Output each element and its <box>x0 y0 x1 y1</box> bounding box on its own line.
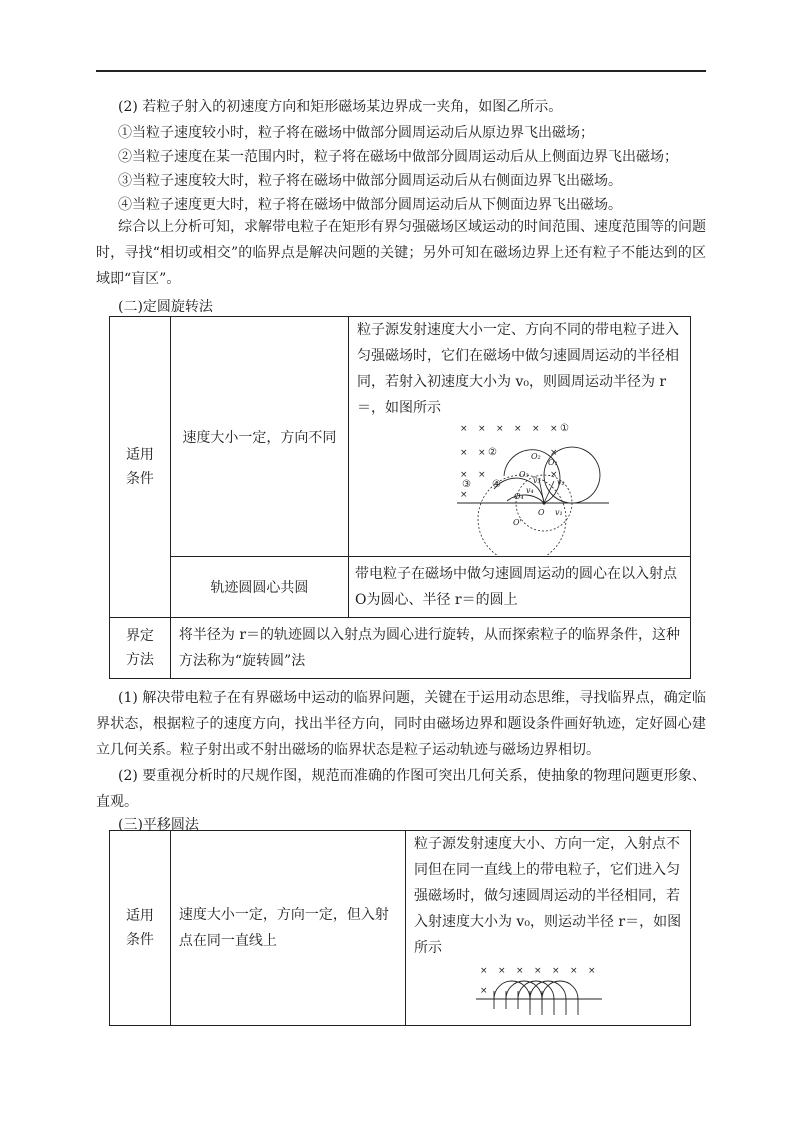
applicable-label-3: 适用条件 <box>110 831 171 1026</box>
svg-text:×: × <box>533 966 542 976</box>
svg-text:×: × <box>478 448 486 458</box>
locus-desc: 带电粒子在磁场中做匀速圆周运动的圆心在以入射点O为圆心、半径 r＝的圆上 <box>349 557 691 618</box>
svg-text:×: × <box>550 424 558 434</box>
svg-text:×: × <box>551 966 560 976</box>
case-1: ①当粒子速度较小时，粒子将在磁场中做部分圆周运动后从原边界飞出磁场； <box>118 125 594 141</box>
section-3-heading: (三)平移圆法 <box>118 817 199 833</box>
svg-text:×: × <box>478 424 486 434</box>
label-o3: O₃ <box>519 470 529 479</box>
label-o1: O₁ <box>548 458 558 467</box>
description-text: 粒子源发射速度大小一定、方向不同的带电粒子进入匀强磁场时，它们在磁场中做匀速圆周运动的半径相同，若射入初速度大小为 v₀，则圆周运动半径为 r＝，如图所示 <box>357 322 679 416</box>
label-o-prime: O' <box>513 518 522 527</box>
svg-text:×: × <box>460 424 468 434</box>
svg-text:×: × <box>587 966 596 976</box>
entry-point <box>542 501 545 504</box>
label-v3: v₃ <box>533 476 541 485</box>
method-desc: 将半径为 r＝的轨迹圆以入射点为圆心进行旋转，从而探索粒子的临界条件，这种方法称为“旋转圆”法 <box>170 618 690 679</box>
label-v1: v₁ <box>555 508 563 517</box>
description-text-3: 粒子源发射速度大小、方向一定，入射点不同但在同一直线上的带电粒子，它们进入匀强磁场时，做匀速圆周运动的半径相同，若入射速度大小为 v₀，则运动半径 r＝，如图所示 <box>413 836 682 956</box>
condition-cell-3: 速度大小一定，方向一定，但入射点在同一直线上 <box>170 831 405 1026</box>
svg-text:×: × <box>550 470 558 480</box>
translating-circle-figure <box>406 961 689 1025</box>
label-v2: v₂ <box>557 478 565 487</box>
translated-arcs <box>494 981 578 999</box>
svg-text:×: × <box>460 490 468 500</box>
case-4: ④当粒子速度更大时，粒子将在磁场中做部分圆周运动后从下侧面边界飞出磁场。 <box>118 197 622 213</box>
svg-text:×: × <box>497 966 506 976</box>
label-o2: O₂ <box>531 452 541 461</box>
svg-text:×: × <box>496 424 504 434</box>
description-cell-3 <box>405 831 690 1026</box>
svg-text:×: × <box>460 448 468 458</box>
mark-3: ③ <box>462 479 471 490</box>
mark-1: ① <box>560 423 569 434</box>
case-2: ②当粒子速度在某一范围内时，粒子将在磁场中做部分圆周运动后从上侧面边界飞出磁场； <box>118 149 678 165</box>
mark-2: ② <box>488 447 497 458</box>
section-2-heading: (二)定圆旋转法 <box>118 299 213 315</box>
svg-text:×: × <box>532 424 540 434</box>
svg-text:×: × <box>515 966 524 976</box>
header-rule <box>96 70 706 72</box>
method-label: 界定方法 <box>110 618 171 679</box>
case-3: ③当粒子速度较大时，粒子将在磁场中做部分圆周运动后从右侧面边界飞出磁场。 <box>118 173 622 189</box>
note-2: (2) 要重视分析时的尺规作图，规范而准确的作图可突出几何关系，使抽象的物理问题更形象、直观。 <box>96 768 706 810</box>
mark-4: ④ <box>492 479 501 490</box>
exit-arrows <box>530 999 578 1015</box>
rotating-circle-table <box>109 316 691 679</box>
entry-arrows <box>494 991 542 1009</box>
svg-text:×: × <box>569 966 578 976</box>
locus-label: 轨迹圆圆心共圆 <box>170 557 348 618</box>
label-o: O <box>538 508 545 517</box>
label-v4: v₄ <box>526 486 534 495</box>
svg-text:×: × <box>478 470 486 480</box>
svg-text:×: × <box>460 470 468 480</box>
item-2-intro: (2) 若粒子射入的初速度方向和矩形磁场某边界成一夹角，如图乙所示。 <box>118 99 563 115</box>
svg-text:×: × <box>550 448 558 458</box>
applicable-label: 适用条件 <box>110 317 171 618</box>
svg-text:×: × <box>479 966 488 976</box>
summary-paragraph: 综合以上分析可知，求解带电粒子在矩形有界匀强磁场区域运动的时间范围、速度范围等的问题时，寻找“相切或相交”的临界点是解决问题的关键；另外可知在磁场边界上还有粒子不能达到的区域即“盲区”。 <box>96 219 706 287</box>
trajectory-4 <box>507 495 544 503</box>
condition-cell: 速度大小一定，方向不同 <box>170 317 348 557</box>
note-1: (1) 解决带电粒子在有界磁场中运动的临界问题，关键在于运用动态思维，寻找临界点，确定临界状态，根据粒子的速度方向，找出半径方向，同时由磁场边界和题设条件画好轨迹，定好圆心建立几何关系。粒子射出或不射出磁场的临界状态是粒子运动轨迹与磁场边界相切。 <box>96 690 706 758</box>
svg-text:×: × <box>479 986 488 996</box>
label-o4: O₄ <box>514 492 524 501</box>
svg-text:×: × <box>514 424 522 434</box>
translating-circle-table <box>109 830 691 1026</box>
rotating-circle-figure <box>349 421 689 555</box>
description-cell <box>349 317 691 557</box>
